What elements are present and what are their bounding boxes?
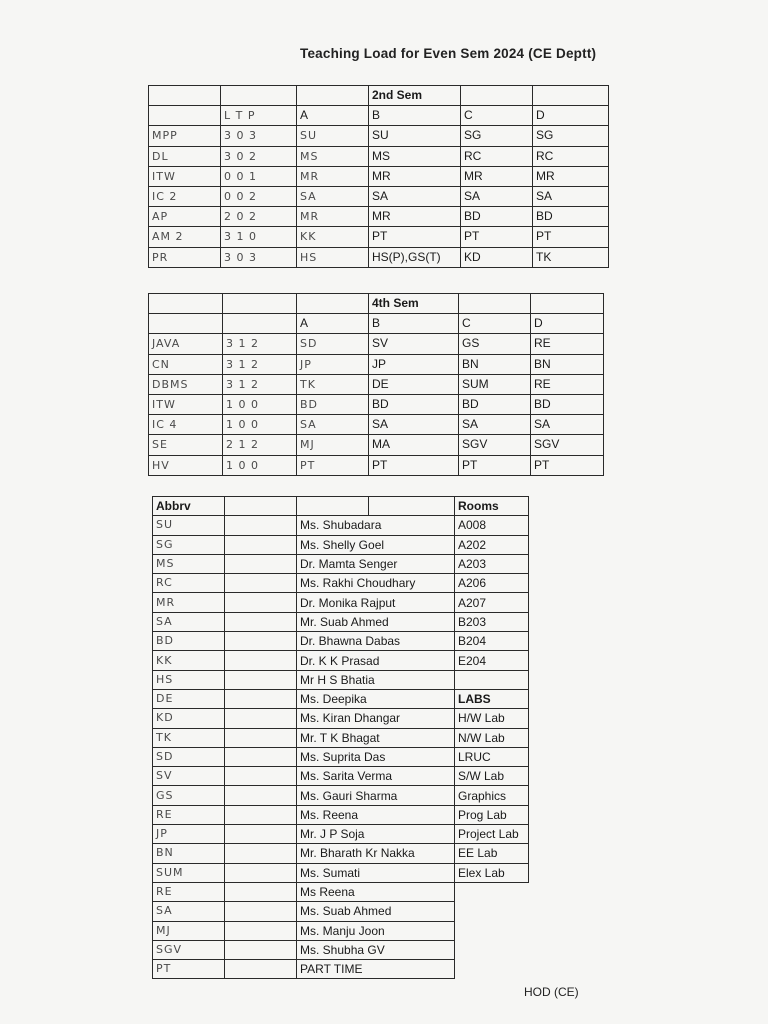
blank-cell (221, 86, 297, 106)
sem2-cell: 3 1 0 (221, 227, 297, 247)
faculty-name: Ms. Suprita Das (297, 747, 455, 766)
faculty-row (153, 632, 529, 651)
sem2-cell: 0 0 1 (221, 166, 297, 186)
sem4-cell: PT (531, 455, 604, 475)
blank-cell (225, 497, 297, 516)
blank-cell (225, 844, 297, 863)
sem4-heading: 4th Sem (369, 294, 459, 314)
faculty-abbr: RE (153, 882, 225, 901)
faculty-row (153, 767, 529, 786)
sem4-cell: CN (149, 354, 223, 374)
faculty-abbr: DE (153, 689, 225, 708)
faculty-room: Elex Lab (455, 863, 529, 882)
sem2-cell: MR (533, 166, 609, 186)
sem2-cell: SU (297, 126, 369, 146)
sem4-cell: SD (297, 334, 369, 354)
faculty-name: Ms Reena (297, 882, 455, 901)
blank-cell (297, 86, 369, 106)
sem2-cell: KK (297, 227, 369, 247)
sem2-cell: DL (149, 146, 221, 166)
sem2-column-header (149, 106, 221, 126)
sem4-cell: PT (459, 455, 531, 475)
sem2-cell: MR (369, 166, 461, 186)
sem4-cell: 3 1 2 (223, 354, 297, 374)
faculty-room (455, 902, 529, 921)
sem4-row (149, 455, 604, 475)
blank-cell (225, 632, 297, 651)
sem4-cell: BD (459, 394, 531, 414)
faculty-abbr: SU (153, 516, 225, 535)
sem2-cell: ITW (149, 166, 221, 186)
sem2-cell: 3 0 3 (221, 126, 297, 146)
faculty-name: Ms. Sarita Verma (297, 767, 455, 786)
sem2-cell: SU (369, 126, 461, 146)
faculty-abbr: PT (153, 960, 225, 979)
hod-signature-label: HOD (CE) (524, 985, 579, 999)
faculty-abbr: RE (153, 805, 225, 824)
sem2-cell: PR (149, 247, 221, 267)
sem4-cell: 1 0 0 (223, 415, 297, 435)
sem2-heading-row (149, 86, 609, 106)
sem4-row (149, 415, 604, 435)
sem2-cell: HS(P),GS(T) (369, 247, 461, 267)
sem2-cell: MR (297, 207, 369, 227)
blank-cell (459, 294, 531, 314)
sem4-cell: JAVA (149, 334, 223, 354)
faculty-room: Prog Lab (455, 805, 529, 824)
sem4-row (149, 394, 604, 414)
faculty-name: Ms. Shelly Goel (297, 535, 455, 554)
blank-cell (225, 709, 297, 728)
sem2-row (149, 186, 609, 206)
abbrv-header: Abbrv (153, 497, 225, 516)
sem4-cell: GS (459, 334, 531, 354)
sem2-row (149, 146, 609, 166)
sem2-column-header: D (533, 106, 609, 126)
sem4-cell: BN (531, 354, 604, 374)
sem2-cell: 2 0 2 (221, 207, 297, 227)
sem2-row (149, 126, 609, 146)
faculty-row (153, 516, 529, 535)
sem4-column-header: C (459, 314, 531, 334)
sem2-table (148, 85, 609, 268)
faculty-room: A202 (455, 535, 529, 554)
sem4-cell: 1 0 0 (223, 394, 297, 414)
sem2-row (149, 247, 609, 267)
faculty-name: Dr. Mamta Senger (297, 554, 455, 573)
sem4-column-header: A (297, 314, 369, 334)
sem2-cell: MS (369, 146, 461, 166)
faculty-name: Ms. Suab Ahmed (297, 902, 455, 921)
sem2-cell: MPP (149, 126, 221, 146)
faculty-row (153, 902, 529, 921)
sem4-cell: SGV (459, 435, 531, 455)
blank-cell (225, 805, 297, 824)
faculty-name: Ms. Shubha GV (297, 940, 455, 959)
sem4-cell: 2 1 2 (223, 435, 297, 455)
sem2-cell: BD (533, 207, 609, 227)
faculty-name: Dr. Monika Rajput (297, 593, 455, 612)
sem4-cell: SA (531, 415, 604, 435)
faculty-abbr: SA (153, 612, 225, 631)
sem4-cell: TK (297, 374, 369, 394)
sem4-cell: SGV (531, 435, 604, 455)
faculty-room (455, 670, 529, 689)
faculty-abbr: MS (153, 554, 225, 573)
faculty-room: B204 (455, 632, 529, 651)
blank-cell (225, 902, 297, 921)
sem4-cell: MA (369, 435, 459, 455)
sem2-cell: 3 0 3 (221, 247, 297, 267)
sem4-cell: IC 4 (149, 415, 223, 435)
faculty-abbr: RC (153, 574, 225, 593)
blank-cell (531, 294, 604, 314)
blank-cell (225, 516, 297, 535)
blank-cell (225, 728, 297, 747)
sem4-cell: BD (531, 394, 604, 414)
sem4-row (149, 354, 604, 374)
sem2-cell: MR (297, 166, 369, 186)
faculty-name: Mr. J P Soja (297, 825, 455, 844)
sem4-cell: SUM (459, 374, 531, 394)
sem4-cell: DBMS (149, 374, 223, 394)
sem4-cell: 3 1 2 (223, 374, 297, 394)
sem4-cell: PT (297, 455, 369, 475)
faculty-name: Dr. K K Prasad (297, 651, 455, 670)
faculty-room: S/W Lab (455, 767, 529, 786)
faculty-room: A008 (455, 516, 529, 535)
faculty-row (153, 844, 529, 863)
faculty-name: Ms. Shubadara (297, 516, 455, 535)
sem2-cell: 3 0 2 (221, 146, 297, 166)
faculty-row (153, 960, 529, 979)
sem4-cell: JP (297, 354, 369, 374)
sem4-cell: MJ (297, 435, 369, 455)
faculty-name: Mr H S Bhatia (297, 670, 455, 689)
sem4-cell: SA (369, 415, 459, 435)
page-title: Teaching Load for Even Sem 2024 (CE Deptt) (300, 46, 597, 61)
faculty-abbr: MR (153, 593, 225, 612)
faculty-row (153, 882, 529, 901)
sem4-cell: HV (149, 455, 223, 475)
blank-cell (297, 294, 369, 314)
faculty-abbr: HS (153, 670, 225, 689)
faculty-name: Ms. Gauri Sharma (297, 786, 455, 805)
sem4-cell: RE (531, 334, 604, 354)
blank-cell (225, 767, 297, 786)
sem4-heading-row (149, 294, 604, 314)
sem4-cell: BD (297, 394, 369, 414)
faculty-abbr: SV (153, 767, 225, 786)
faculty-row (153, 863, 529, 882)
blank-cell (225, 825, 297, 844)
faculty-row (153, 921, 529, 940)
faculty-row (153, 747, 529, 766)
faculty-name: Ms. Kiran Dhangar (297, 709, 455, 728)
blank-cell (225, 689, 297, 708)
sem4-column-header: D (531, 314, 604, 334)
sem2-cell: AM 2 (149, 227, 221, 247)
blank-cell (461, 86, 533, 106)
sem2-cell: IC 2 (149, 186, 221, 206)
sem4-cell: SA (459, 415, 531, 435)
faculty-row (153, 670, 529, 689)
faculty-header-row (153, 497, 529, 516)
blank-cell (225, 940, 297, 959)
faculty-table (152, 496, 529, 979)
faculty-row (153, 612, 529, 631)
faculty-name: Ms. Rakhi Choudhary (297, 574, 455, 593)
sem2-column-header: B (369, 106, 461, 126)
faculty-name: Ms. Sumati (297, 863, 455, 882)
blank-cell (225, 670, 297, 689)
faculty-abbr: JP (153, 825, 225, 844)
blank-cell (225, 554, 297, 573)
faculty-room: A206 (455, 574, 529, 593)
faculty-abbr: MJ (153, 921, 225, 940)
sem4-cell: PT (369, 455, 459, 475)
sem2-cell: MR (369, 207, 461, 227)
faculty-row (153, 593, 529, 612)
faculty-room (455, 960, 529, 979)
sem2-cell: BD (461, 207, 533, 227)
faculty-room (455, 882, 529, 901)
faculty-row (153, 535, 529, 554)
sem2-heading: 2nd Sem (369, 86, 461, 106)
sem2-cell: HS (297, 247, 369, 267)
faculty-row (153, 651, 529, 670)
faculty-row (153, 728, 529, 747)
sem2-cell: RC (461, 146, 533, 166)
faculty-abbr: SD (153, 747, 225, 766)
sem2-cell: PT (461, 227, 533, 247)
faculty-name: Mr. Suab Ahmed (297, 612, 455, 631)
sem2-row (149, 166, 609, 186)
blank-cell (223, 294, 297, 314)
faculty-room: A203 (455, 554, 529, 573)
sem2-cell: SG (461, 126, 533, 146)
sem2-cell: SG (533, 126, 609, 146)
sem2-cell: SA (369, 186, 461, 206)
sem4-cell: ITW (149, 394, 223, 414)
sem4-row (149, 374, 604, 394)
sem4-cell: SA (297, 415, 369, 435)
faculty-name: Mr. T K Bhagat (297, 728, 455, 747)
faculty-abbr: SGV (153, 940, 225, 959)
blank-cell (225, 863, 297, 882)
sem4-cell: BN (459, 354, 531, 374)
faculty-row (153, 574, 529, 593)
faculty-room (455, 940, 529, 959)
faculty-room: A207 (455, 593, 529, 612)
blank-cell (225, 535, 297, 554)
sem2-row (149, 227, 609, 247)
faculty-name: PART TIME (297, 960, 455, 979)
faculty-name: Dr. Bhawna Dabas (297, 632, 455, 651)
blank-cell (225, 921, 297, 940)
faculty-abbr: BN (153, 844, 225, 863)
sem4-row (149, 435, 604, 455)
faculty-room: EE Lab (455, 844, 529, 863)
faculty-room: Project Lab (455, 825, 529, 844)
blank-cell (225, 651, 297, 670)
faculty-row (153, 554, 529, 573)
faculty-abbr: KK (153, 651, 225, 670)
sem4-column-header: B (369, 314, 459, 334)
sem2-cell: SA (533, 186, 609, 206)
sem2-cell: KD (461, 247, 533, 267)
sem4-column-header (223, 314, 297, 334)
blank-cell (369, 497, 455, 516)
blank-cell (297, 497, 369, 516)
sem2-cell: 0 0 2 (221, 186, 297, 206)
faculty-room: E204 (455, 651, 529, 670)
blank-cell (225, 960, 297, 979)
sem2-cell: SA (297, 186, 369, 206)
sem4-cell: 3 1 2 (223, 334, 297, 354)
faculty-abbr: SG (153, 535, 225, 554)
faculty-abbr: BD (153, 632, 225, 651)
sem4-cell: 1 0 0 (223, 455, 297, 475)
faculty-abbr: SUM (153, 863, 225, 882)
sem4-cell: BD (369, 394, 459, 414)
sem4-cell: SE (149, 435, 223, 455)
sem2-column-header-row (149, 106, 609, 126)
blank-cell (225, 574, 297, 593)
blank-cell (225, 747, 297, 766)
sem4-cell: DE (369, 374, 459, 394)
faculty-name: Ms. Manju Joon (297, 921, 455, 940)
faculty-abbr: TK (153, 728, 225, 747)
sem4-column-header-row (149, 314, 604, 334)
sem2-cell: MR (461, 166, 533, 186)
sem2-column-header: C (461, 106, 533, 126)
sem4-column-header (149, 314, 223, 334)
faculty-room (455, 921, 529, 940)
sem4-cell: JP (369, 354, 459, 374)
faculty-row (153, 825, 529, 844)
faculty-room: N/W Lab (455, 728, 529, 747)
faculty-room: B203 (455, 612, 529, 631)
faculty-room: LABS (455, 689, 529, 708)
sem2-column-header: L T P (221, 106, 297, 126)
sem2-cell: TK (533, 247, 609, 267)
faculty-abbr: SA (153, 902, 225, 921)
faculty-name: Ms. Deepika (297, 689, 455, 708)
faculty-row (153, 689, 529, 708)
sem4-table (148, 293, 604, 476)
faculty-name: Mr. Bharath Kr Nakka (297, 844, 455, 863)
sem2-cell: RC (533, 146, 609, 166)
rooms-header: Rooms (455, 497, 529, 516)
faculty-room: H/W Lab (455, 709, 529, 728)
sem2-cell: MS (297, 146, 369, 166)
blank-cell (533, 86, 609, 106)
blank-cell (149, 86, 221, 106)
blank-cell (225, 612, 297, 631)
sem2-cell: AP (149, 207, 221, 227)
faculty-room: LRUC (455, 747, 529, 766)
faculty-name: Ms. Reena (297, 805, 455, 824)
sem4-cell: SV (369, 334, 459, 354)
blank-cell (225, 882, 297, 901)
sem4-row (149, 334, 604, 354)
sem2-cell: SA (461, 186, 533, 206)
faculty-abbr: KD (153, 709, 225, 728)
sem2-row (149, 207, 609, 227)
blank-cell (149, 294, 223, 314)
blank-cell (225, 593, 297, 612)
faculty-room: Graphics (455, 786, 529, 805)
faculty-row (153, 786, 529, 805)
sem2-cell: PT (369, 227, 461, 247)
faculty-abbr: GS (153, 786, 225, 805)
sem2-column-header: A (297, 106, 369, 126)
faculty-row (153, 805, 529, 824)
sem2-cell: PT (533, 227, 609, 247)
faculty-row (153, 709, 529, 728)
faculty-row (153, 940, 529, 959)
blank-cell (225, 786, 297, 805)
sem4-cell: RE (531, 374, 604, 394)
